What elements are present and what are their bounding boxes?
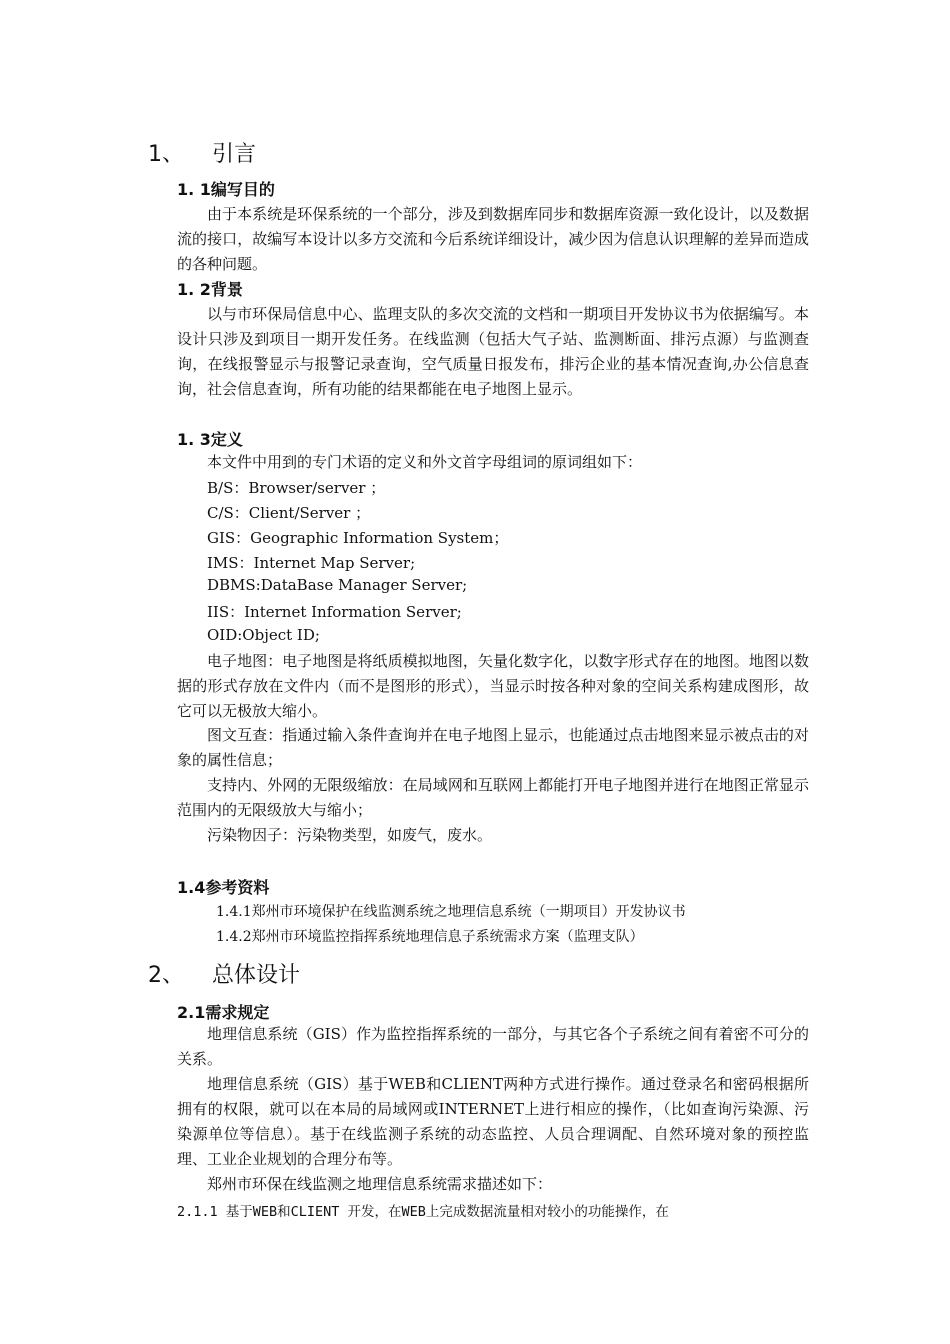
section-1-2-heading: 1. 2背景 xyxy=(177,280,243,299)
section-1-1-heading: 1. 1编写目的 xyxy=(177,180,275,199)
term-item: OID:Object ID; xyxy=(207,626,320,644)
section-1-number: 1、 xyxy=(148,142,184,167)
term-item: IMS：Internet Map Server; xyxy=(207,554,416,572)
requirements-paragraph-2: 地理信息系统（GIS）基于WEB和CLIENT两种方式进行操作。通过登录名和密码根据所拥有的权限，就可以在本局的局域网或INTERNET上进行相应的操作，（比如查询污染源、污染源单位等信息）。基于在线监测子系统的动态监控、人员合理调配、自然环境对象的预控监理、工业企业规划的合理分布等。 xyxy=(177,1075,809,1168)
section-1-title: 引言 xyxy=(212,142,257,167)
term-item: C/S：Client/Server ； xyxy=(207,504,371,522)
requirements-paragraph-1: 地理信息系统（GIS）作为监控指挥系统的一部分，与其它各个子系统之间有着密不可分的关系。 xyxy=(177,1025,809,1068)
term-item: DBMS:DataBase Manager Server; xyxy=(207,576,468,594)
section-1-1-body: 由于本系统是环保系统的一个部分，涉及到数据库同步和数据库资源一致化设计，以及数据流的接口，故编写本设计以多方交流和今后系统详细设计，减少因为信息认识理解的差异而造成的各种问题。 xyxy=(177,205,809,273)
term-item: IIS：Internet Information Server; xyxy=(207,603,462,621)
section-1-2-body: 以与市环保局信息中心、监理支队的多次交流的文档和一期项目开发协议书为依据编写。本设计只涉及到项目一期开发任务。在线监测（包括大气子站、监测断面、排污点源）与监测查询，在线报警显示与报警记录查询，空气质量日报发布，排污企业的基本情况查询,办公信息查询，社会信息查询，所有功能的结果都能在电子地图上显示。 xyxy=(177,305,809,398)
section-1-3-heading: 1. 3定义 xyxy=(177,430,243,449)
definitions-intro: 本文件中用到的专门术语的定义和外文首字母组词的原词组如下： xyxy=(207,453,643,471)
reference-item: 1.4.1郑州市环境保护在线监测系统之地理信息系统（一期项目）开发协议书 xyxy=(216,904,686,920)
requirements-paragraph-3: 郑州市环保在线监测之地理信息系统需求描述如下： xyxy=(207,1175,553,1193)
section-2-1-heading: 2.1需求规定 xyxy=(177,1003,270,1022)
term-item: B/S：Browser/server ； xyxy=(207,479,386,497)
section-2-number: 2、 xyxy=(148,963,184,988)
section-2-title: 总体设计 xyxy=(212,963,301,988)
section-2-heading xyxy=(148,958,300,989)
term-item: GIS：Geographic Information System； xyxy=(207,529,509,547)
pollutant-definition: 污染物因子：污染物类型，如废气，废水。 xyxy=(207,826,493,844)
zoom-definition: 支持内、外网的无限级缩放：在局域网和互联网上都能打开电子地图并进行在地图正常显示范围内的无限级放大与缩小； xyxy=(177,776,809,819)
reference-item: 1.4.2郑州市环境监控指挥系统地理信息子系统需求方案（监理支队） xyxy=(216,929,644,945)
query-definition: 图文互查：指通过输入条件查询并在电子地图上显示，也能通过点击地图来显示被点击的对象的属性信息； xyxy=(177,726,809,769)
requirement-item-2-1-1: 2.1.1 基于WEB和CLIENT 开发，在WEB上完成数据流量相对较小的功能操作，在 xyxy=(177,1204,669,1220)
map-definition: 电子地图：电子地图是将纸质模拟地图，矢量化数字化，以数字形式存在的地图。地图以数据的形式存放在文件内（而不是图形的形式），当显示时按各种对象的空间关系构建成图形，故它可以无极放大缩小。 xyxy=(177,652,809,720)
section-1-heading xyxy=(148,137,256,168)
section-1-4-heading: 1.4参考资料 xyxy=(177,878,270,897)
